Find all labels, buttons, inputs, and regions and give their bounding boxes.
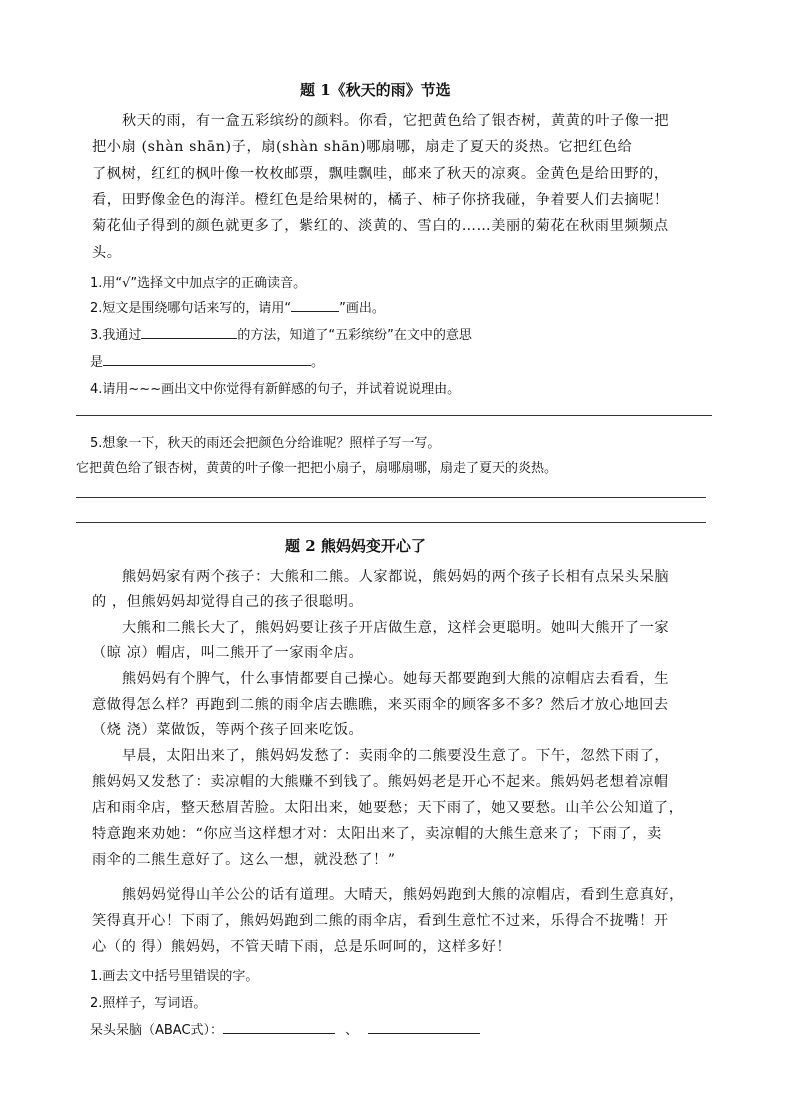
s1-q3-answer-blank[interactable] xyxy=(141,326,237,339)
section1-passage-line: 把小扇 (shàn shān)子，扇(shàn shān)哪扇哪，扇走了夏天的炎热。它把红色给 xyxy=(92,139,633,155)
section2-passage-line: 大熊和二熊长大了，熊妈妈要让孩子开店做生意，这样会更聪明。她叫大熊开了一家 xyxy=(122,620,670,636)
section1-passage-line: 了枫树，红红的枫叶像一枚枚邮票，飘哇飘哇，邮来了秋天的凉爽。金黄色是给田野的， xyxy=(92,166,669,182)
s1-q5-answer-line-2[interactable] xyxy=(76,522,706,523)
section2-title: 题 2 熊妈妈变开心了 xyxy=(285,537,426,555)
section2-passage-line: 店和雨伞店，整天愁眉苦脸。太阳出来，她要愁；天下雨了，她又要愁。山羊公公知道了， xyxy=(92,800,684,816)
s2-q2-answer-blank-1[interactable] xyxy=(223,1021,335,1034)
s1-q2-text-before: 2.短文是围绕哪句话来写的，请用“ xyxy=(90,301,292,316)
s2-question-1: 1.画去文中括号里错误的字。 xyxy=(90,969,259,984)
section1-passage-line: 秋天的雨，有一盒五彩缤纷的颜料。你看，它把黄色给了银杏树，黄黄的叶子像一把 xyxy=(122,113,670,129)
section2-passage-line: 意做得怎么样？再跑到二熊的雨伞店去瞧瞧，来买雨伞的顾客多不多？然后才放心地回去 xyxy=(92,697,669,713)
s1-q2-text-after: ”画出。 xyxy=(339,301,385,316)
section1-passage-line: 菊花仙子得到的颜色就更多了，紫红的、淡黄的、雪白的……美丽的菊花在秋雨里频频点 xyxy=(92,218,669,234)
section2-passage-line: 熊妈妈有个脾气，什么事情都要自己操心。她每天都要跑到大熊的凉帽店去看看，生 xyxy=(122,671,670,687)
s1-question-1: 1.用“√”选择文中加点字的正确读音。 xyxy=(90,276,307,291)
s1-q5-example: 它把黄色给了银杏树，黄黄的叶子像一把把小扇子，扇哪扇哪，扇走了夏天的炎热。 xyxy=(76,461,558,476)
s1-question-2 xyxy=(90,297,385,316)
s1-q3-text-after: 的方法，知道了“五彩缤纷”在文中的意思 xyxy=(237,328,472,343)
s1-q4-answer-line[interactable] xyxy=(76,415,712,416)
section2-passage-line: （晾 凉）帽店，叫二熊开了一家雨伞店。 xyxy=(92,645,364,661)
section2-passage-line: 熊妈妈觉得山羊公公的话有道理。大晴天，熊妈妈跑到大熊的凉帽店，看到生意真好， xyxy=(122,887,684,903)
s2-q2-answer-blank-2[interactable] xyxy=(368,1021,480,1034)
s1-q3-meaning-blank[interactable] xyxy=(103,353,311,366)
s1-q5-answer-line-1[interactable] xyxy=(76,497,706,498)
section2-passage-line: 笑得真开心！下雨了，熊妈妈跑到二熊的雨伞店，看到生意忙不过来，乐得合不拢嘴！开 xyxy=(92,913,669,929)
section1-title: 题 1《秋天的雨》节选 xyxy=(300,81,451,99)
section2-passage-line: 熊妈妈家有两个孩子：大熊和二熊。人家都说，熊妈妈的两个孩子长相有点呆头呆脑 xyxy=(122,569,670,585)
section2-passage-line: 特意跑来劝她：“你应当这样想才对：太阳出来了，卖凉帽的大熊生意来了；下雨了，卖 xyxy=(92,826,662,842)
section2-passage-line: 雨伞的二熊生意好了。这么一想，就没愁了！” xyxy=(92,852,396,868)
s1-q3-line2-after: 。 xyxy=(311,355,325,370)
s1-question-3-line2 xyxy=(90,351,324,370)
s2-question-2: 2.照样子，写词语。 xyxy=(90,996,207,1011)
s1-question-3 xyxy=(90,324,472,343)
s1-question-5: 5.想象一下，秋天的雨还会把颜色分给谁呢？照样子写一写。 xyxy=(90,436,441,451)
section1-passage-line: 头。 xyxy=(92,245,122,261)
s1-question-4: 4.请用~~~画出文中你觉得有新鲜感的句子，并试着说说理由。 xyxy=(90,382,461,397)
section2-passage-line: （烧 浇）菜做饭，等两个孩子回来吃饭。 xyxy=(92,722,364,738)
section2-passage-line: 的 ，但熊妈妈却觉得自己的孩子很聪明。 xyxy=(92,594,364,610)
s2-q2-example: 呆头呆脑（ABAC式）： xyxy=(90,1023,224,1038)
s1-q3-text-before: 3.我通过 xyxy=(90,328,142,343)
section2-passage-line: 心（的 得）熊妈妈，不管天晴下雨，总是乐呵呵的，这样多好！ xyxy=(92,939,512,955)
section2-passage-line: 熊妈妈又发愁了：卖凉帽的大熊赚不到钱了。熊妈妈老是开心不起来。熊妈妈老想着凉帽 xyxy=(92,774,669,790)
section2-passage-line: 早晨，太阳出来了，熊妈妈发愁了：卖雨伞的二熊要没生意了。下午，忽然下雨了， xyxy=(122,748,670,764)
s2-q2-example-row xyxy=(90,1019,480,1038)
s1-q2-underline-sample xyxy=(291,299,339,312)
s1-q3-line2-before: 是 xyxy=(90,355,104,370)
section1-passage-line: 看，田野像金色的海洋。橙红色是给果树的，橘子、柿子你挤我碰，争着要人们去摘呢！ xyxy=(92,192,669,208)
s2-q2-separator: 、 xyxy=(345,1023,359,1038)
